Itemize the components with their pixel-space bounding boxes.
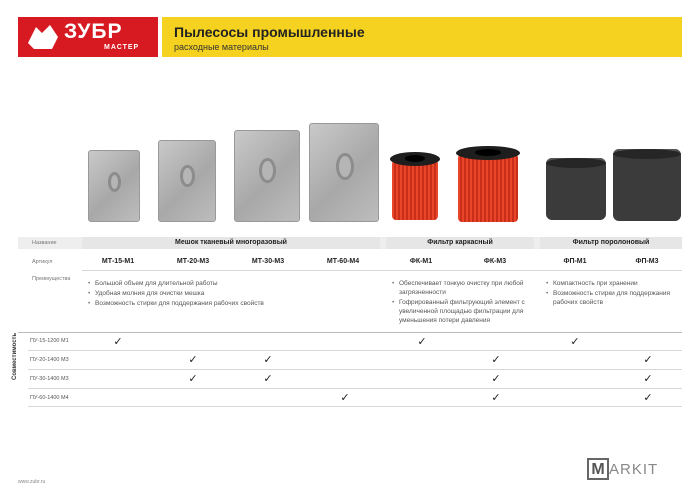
model-label: ПУ-15-1200 М1 (30, 338, 69, 344)
article-cell: ФК-М3 (483, 258, 507, 265)
row-label-advantages: Преимущества (32, 276, 71, 282)
foam-fpm3-image (613, 149, 681, 221)
model-label: ПУ-20-1400 М3 (30, 357, 69, 363)
group-title-cartridge: Фильтр каркасный (427, 239, 493, 246)
check-icon: ✓ (643, 391, 653, 404)
footer-url: www.zubr.ru (18, 479, 46, 485)
cartridge-fkm1-image (392, 152, 438, 220)
page-subtitle: расходные материалы (174, 42, 269, 52)
article-cell: ФП-М1 (563, 258, 587, 265)
title-banner (162, 17, 682, 57)
row-divider (28, 369, 682, 370)
compat-label: Совместимость (12, 332, 18, 380)
row-divider (28, 406, 682, 407)
list-item: • Гофрированный фильтрующий элемент с увеличенной площадью фильтрации для уменьшения потери давления (392, 298, 527, 325)
cartridge-fkm3-image (458, 146, 518, 222)
bag-mt30-image (234, 130, 300, 222)
list-item: • Компактность при хранении (546, 279, 682, 288)
check-icon: ✓ (113, 335, 123, 348)
check-icon: ✓ (263, 353, 273, 366)
model-label: ПУ-60-1400 М4 (30, 395, 69, 401)
article-cell: МТ-20-М3 (176, 258, 210, 265)
article-cell: МТ-60-М4 (326, 258, 360, 265)
list-item: • Возможность стирки для поддержания рабочих свойств (546, 289, 682, 307)
list-item: • Обеспечивает тонкую очистку при любой загрязненности (392, 279, 527, 297)
check-icon: ✓ (570, 335, 580, 348)
group-title-foam: Фильтр поролоновый (572, 239, 650, 246)
watermark-text: ARKIT (609, 460, 659, 478)
page-title: Пылесосы промышленные (174, 24, 365, 40)
article-cell: ФК-М1 (409, 258, 433, 265)
bag-mt20-image (158, 140, 216, 222)
bag-mt15-image (88, 150, 140, 222)
watermark-letter: M (587, 458, 609, 480)
brand-logo (18, 17, 158, 57)
bison-icon (26, 23, 60, 51)
group-title-bag: Мешок тканевый многоразовый (175, 239, 287, 246)
advantages-bag (88, 279, 378, 309)
check-icon: ✓ (491, 353, 501, 366)
brand-sub: МАСТЕР (104, 44, 140, 51)
row-divider (82, 270, 682, 271)
article-cell: ФП-М3 (635, 258, 659, 265)
row-divider (28, 388, 682, 389)
check-icon: ✓ (491, 391, 501, 404)
check-icon: ✓ (340, 391, 350, 404)
list-item: • Удобная молния для очистки мешка (88, 289, 378, 298)
check-icon: ✓ (263, 372, 273, 385)
brand-name: ЗУБР (64, 20, 123, 43)
list-item: • Возможность стирки для поддержания рабочих свойств (88, 299, 378, 308)
row-label-article: Артикул (32, 259, 53, 265)
row-label-name: Название (32, 240, 57, 246)
bag-mt60-image (309, 123, 379, 222)
check-icon: ✓ (491, 372, 501, 385)
foam-fpm1-image (546, 158, 606, 220)
check-icon: ✓ (188, 372, 198, 385)
watermark-logo (587, 458, 658, 480)
advantages-foam (546, 279, 682, 308)
advantages-cartridge (392, 279, 527, 326)
check-icon: ✓ (643, 353, 653, 366)
list-item: • Большой объем для длительной работы (88, 279, 378, 288)
check-icon: ✓ (188, 353, 198, 366)
article-cell: МТ-15-М1 (101, 258, 135, 265)
model-label: ПУ-30-1400 М3 (30, 376, 69, 382)
row-divider (28, 350, 682, 351)
check-icon: ✓ (643, 372, 653, 385)
row-divider (18, 332, 682, 333)
article-cell: МТ-30-М3 (251, 258, 285, 265)
check-icon: ✓ (417, 335, 427, 348)
